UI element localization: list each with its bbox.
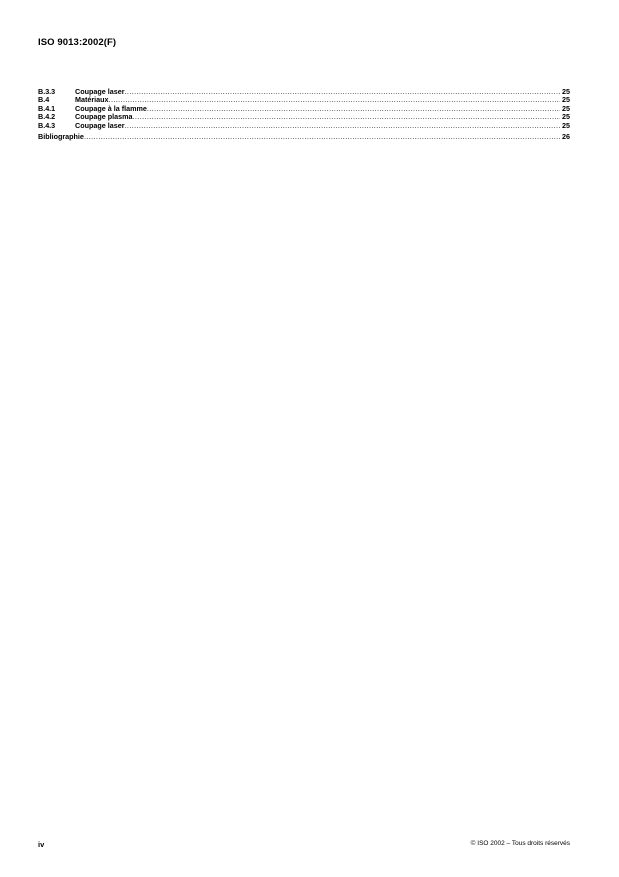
toc-entry-page: 26: [562, 131, 570, 141]
toc-entry-number: B.4.1: [38, 103, 56, 113]
toc-entry-title: Bibliographie: [38, 131, 84, 141]
toc-dot-leader: [84, 133, 560, 141]
toc-dot-leader: [125, 88, 560, 96]
toc-entry[interactable]: [38, 88, 570, 96]
toc-entry-title: Coupage laser: [75, 87, 125, 96]
toc-entry-title: Coupage à la flamme: [75, 103, 147, 113]
footer-copyright: © ISO 2002 – Tous droits réservés: [470, 840, 570, 847]
toc-dot-leader: [109, 96, 560, 104]
document-id-header: ISO 9013:2002(F): [38, 37, 117, 48]
toc-entry-number: B.4.2: [38, 112, 56, 122]
toc-entry-title: Coupage laser: [75, 120, 125, 130]
toc-entry-page: 25: [562, 95, 570, 105]
toc-entry-number: B.3.3: [38, 87, 56, 96]
toc-entry-title: Coupage plasma: [75, 112, 133, 122]
toc-entry-title: Matériaux: [75, 95, 109, 105]
toc-dot-leader: [133, 113, 560, 121]
toc-entry-page: 25: [562, 87, 570, 96]
toc-entry[interactable]: [38, 122, 570, 130]
toc-dot-leader: [147, 105, 560, 113]
toc-dot-leader: [125, 122, 560, 130]
toc-entry-page: 25: [562, 120, 570, 130]
toc-entry-page: 25: [562, 112, 570, 122]
toc-entry-number: B.4.3: [38, 120, 56, 130]
toc-entry-bibliography[interactable]: [38, 133, 570, 141]
toc-entry-number: B.4: [38, 95, 50, 105]
table-of-contents: [38, 88, 570, 141]
footer-page-number: iv: [38, 840, 45, 849]
toc-entry-page: 25: [562, 103, 570, 113]
